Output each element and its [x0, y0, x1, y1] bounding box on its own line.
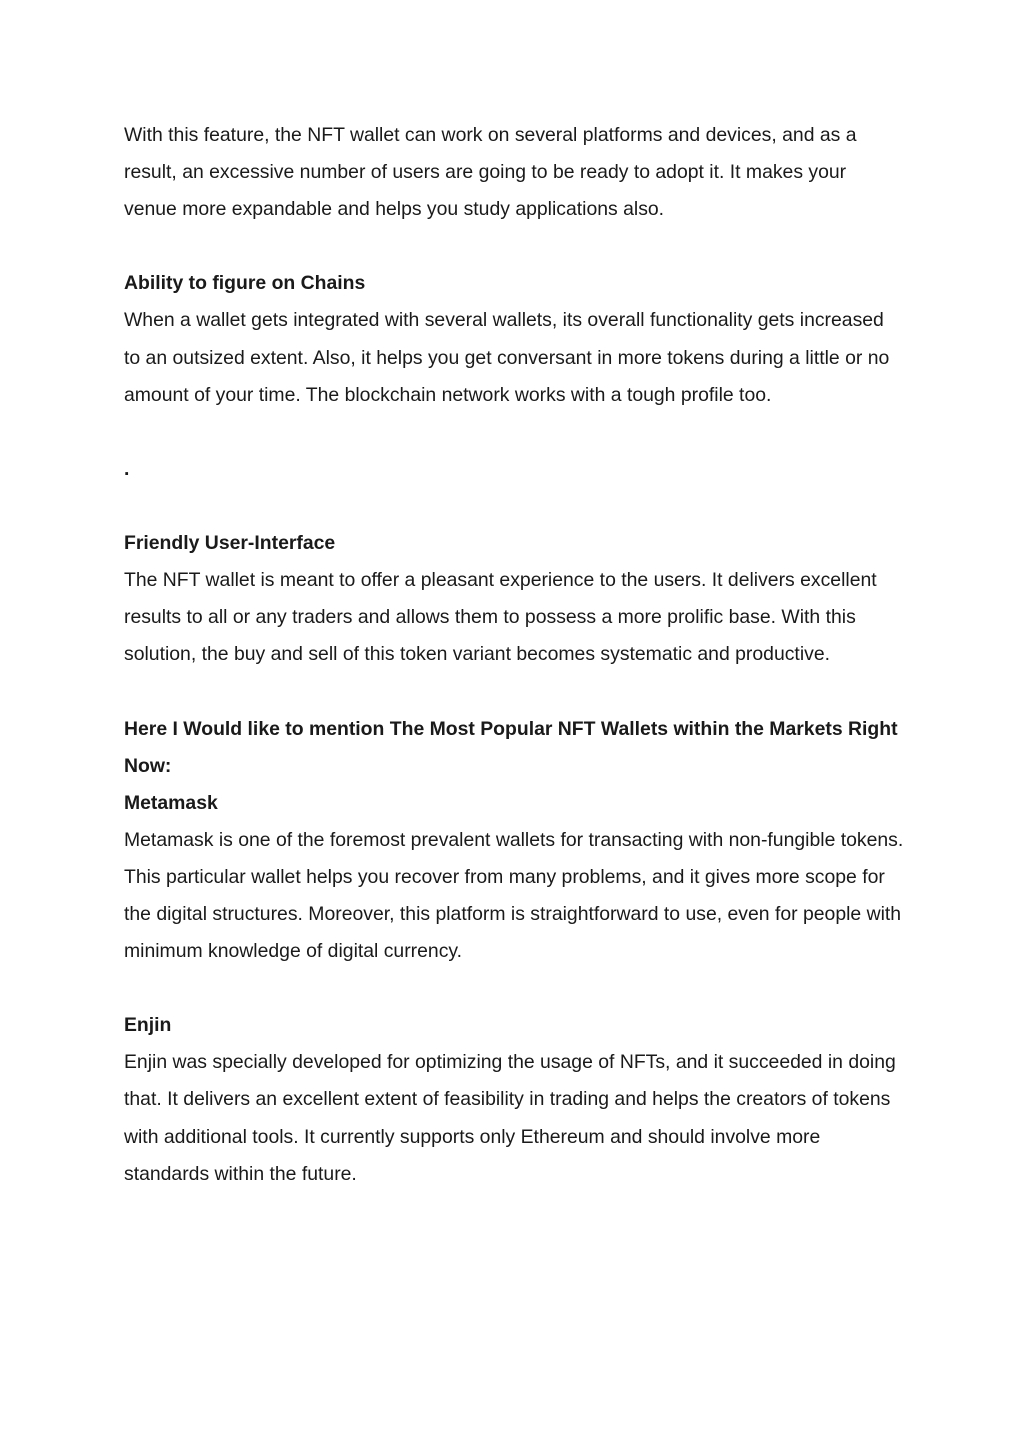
enjin-paragraph: Enjin was specially developed for optimizing the usage of NFTs, and it succeeded in doing that. It delivers an excellent extent of feasibility in trading and helps the creators of tokens with additional tools. It currently supports only Ethereum and should involve more standards within the future. [124, 1051, 896, 1185]
chains-paragraph: When a wallet gets integrated with several wallets, its overall functionality gets increased to an outsized extent. Also, it helps you get conversant in more tokens during a little or no amount of your time. The blockchain network works with a tough profile too. [124, 309, 890, 406]
chains-heading: Ability to figure on Chains [124, 272, 366, 295]
metamask-paragraph: Metamask is one of the foremost prevalent wallets for transacting with non-fungible tokens. This particular wallet helps you recover from many problems, and it gives more scope for the digital structures. Moreover, this platform is straightforward to use, even for people with minimum knowledge of digital currency. [124, 828, 904, 963]
spacer [124, 488, 904, 525]
popular-wallets-heading: Here I Would like to mention The Most Popular NFT Wallets within the Markets Right Now: [124, 717, 898, 777]
enjin-heading: Enjin [124, 1014, 172, 1037]
metamask-heading: Metamask [124, 791, 218, 814]
document-page [124, 117, 904, 1193]
separator-dot: . [124, 457, 130, 480]
spacer [124, 414, 904, 451]
spacer [124, 228, 904, 265]
interface-heading: Friendly User-Interface [124, 532, 336, 555]
interface-paragraph: The NFT wallet is meant to offer a pleasant experience to the users. It delivers excellent results to all or any traders and allows them to possess a more prolific base. With this solution, the buy and sell of this token variant becomes systematic and productive. [124, 569, 877, 666]
spacer [124, 673, 904, 710]
spacer [124, 970, 904, 1007]
intro-paragraph: With this feature, the NFT wallet can work on several platforms and devices, and as a result, an excessive number of users are going to be ready to adopt it. It makes your venue more expandable and helps you study applications also. [124, 124, 857, 221]
